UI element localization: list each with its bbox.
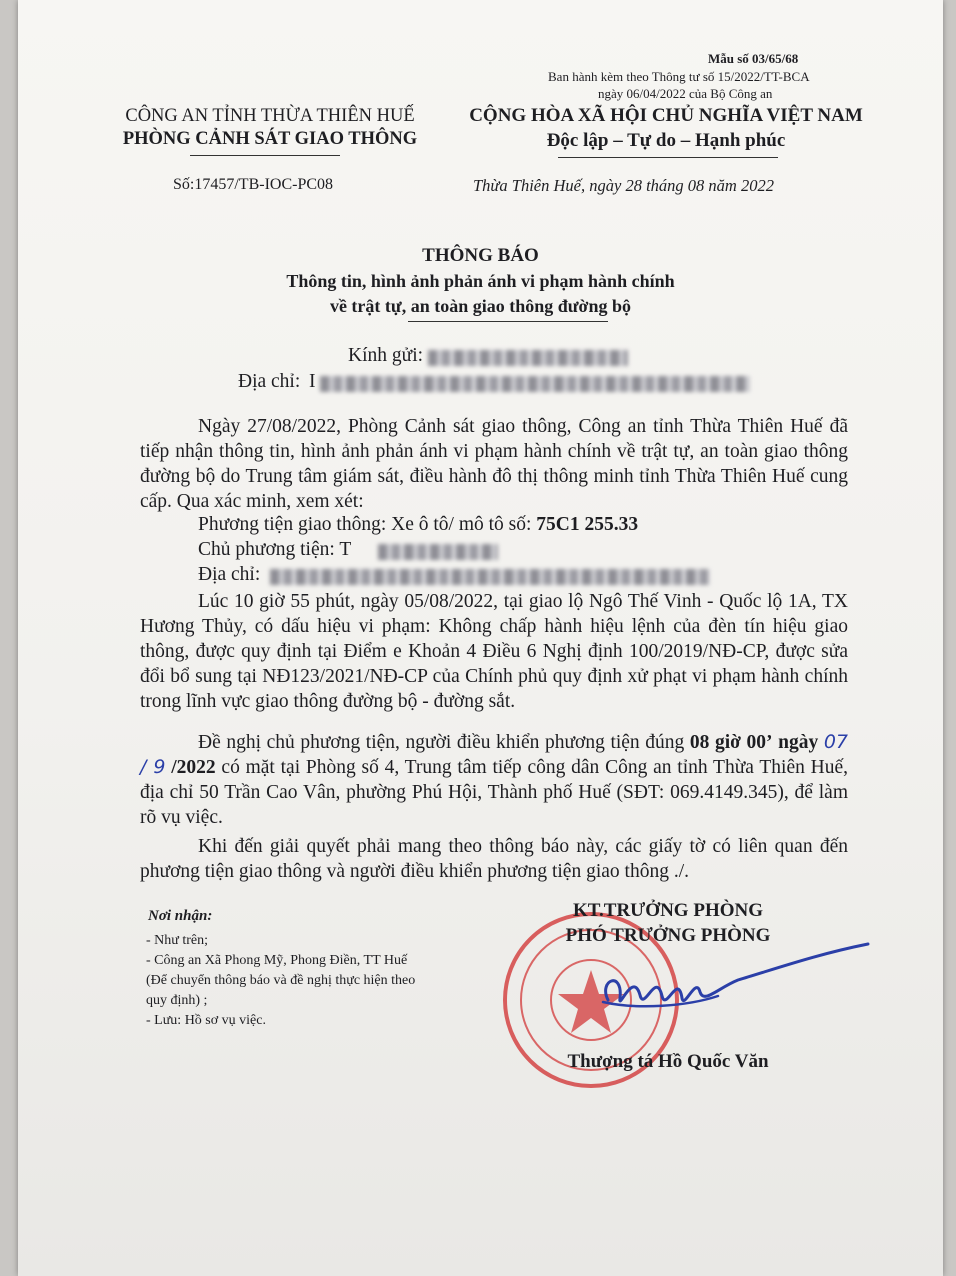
summons-year: /2022 (171, 757, 216, 778)
notice-title: THÔNG BÁO (422, 245, 539, 266)
agency-line-2: PHÒNG CẢNH SÁT GIAO THÔNG (122, 129, 418, 149)
address-label: Địa chỉ: (238, 371, 301, 392)
notice-subtitle-1: Thông tin, hình ảnh phản ánh vi phạm hành chính (286, 271, 675, 291)
issued-with-line-1: Ban hành kèm theo Thông tư số 15/2022/TT-BCA (548, 69, 810, 84)
summons-day-label: ngày (778, 732, 819, 753)
paragraph-received: Ngày 27/08/2022, Phòng Cảnh sát giao thông, Công an tỉnh Thừa Thiên Huế đã tiếp nhận thông tin, hình ảnh phản ánh vi phạm hành chính về trật tự, an toàn giao thông đường bộ do Trung tâm giám sát, điều hành đô thị thông minh tỉnh Thừa Thiên Huế cung cấp. Qua xác minh, xem xét: (140, 416, 848, 512)
agency-line-1: CÔNG AN TỈNH THỪA THIÊN HUẾ (125, 106, 415, 126)
recipient-label: Kính gửi: (348, 345, 424, 366)
signature-title-2: PHÓ TRƯỞNG PHÒNG (565, 925, 771, 946)
owner-label: Chủ phương tiện: T (198, 539, 352, 560)
paragraph-violation: Lúc 10 giờ 55 phút, ngày 05/08/2022, tại giao lộ Ngô Thế Vinh - Quốc lộ 1A, TX Hương Thủy, có dấu hiệu vi phạm: Không chấp hành hiệu lệnh của đèn tín hiệu giao thông, được quy định tại Điểm e Khoản 4 Điều 6 Nghị định 100/2019/NĐ-CP, được sửa đổi bổ sung tại NĐ123/2021/NĐ-CP của Chính phủ quy định xử phạt vi phạm hành chính trong lĩnh vực giao thông đường bộ - đường sắt. (140, 591, 848, 712)
redacted-address (320, 376, 750, 392)
signature-title-1: KT.TRƯỞNG PHÒNG (573, 900, 763, 921)
notice-subtitle-2: về trật tự, an toàn giao thông đường bộ (329, 296, 632, 316)
summons-time: 08 giờ 00’ (689, 732, 773, 753)
document-number: Số:17457/TB-IOC-PC08 (173, 176, 334, 193)
title-underline (408, 321, 608, 322)
summons-text-rest: có mặt tại Phòng số 4, Trung tâm tiếp công dân Công an tỉnh Thừa Thiên Huế, địa chỉ 50 Trần Cao Vân, phường Phú Hội, Thành phố Huế (SĐT: 069.4149.345), để làm rõ vụ việc. (140, 757, 848, 828)
state-motto: Độc lập – Tự do – Hạnh phúc (546, 130, 786, 151)
recipients-item-5: - Lưu: Hồ sơ vụ việc. (146, 1013, 266, 1028)
vehicle-plate: 75C1 255.33 (536, 514, 639, 535)
redacted-owner-address (270, 569, 710, 585)
vehicle-line (198, 514, 638, 536)
state-name: CỘNG HÒA XÃ HỘI CHỦ NGHĨA VIỆT NAM (469, 105, 863, 126)
paragraph-summons (140, 730, 848, 830)
handwritten-signature-icon (578, 940, 878, 1030)
issued-with-line-2: ngày 06/04/2022 của Bộ Công an (598, 86, 773, 101)
redacted-recipient-name (428, 350, 628, 366)
redacted-owner-name (378, 544, 498, 560)
address-initial: I (309, 371, 316, 392)
paragraph-requirements: Khi đến giải quyết phải mang theo thông báo này, các giấy tờ có liên quan đến phương tiện giao thông và người điều khiển phương tiện giao thông ./. (140, 836, 848, 882)
place-date: Thừa Thiên Huế, ngày 28 tháng 08 năm 2022 (473, 176, 774, 195)
recipients-item-4: quy định) ; (146, 993, 208, 1008)
owner-address-label: Địa chỉ: (198, 564, 261, 585)
summons-text-start: Đề nghị chủ phương tiện, người điều khiển phương tiện đúng (198, 732, 690, 753)
recipients-item-3: (Để chuyển thông báo và đề nghị thực hiện theo (146, 973, 416, 988)
recipients-title: Nơi nhận: (148, 908, 213, 924)
form-number: Mẫu số 03/65/68 (708, 51, 799, 66)
agency-underline (190, 155, 340, 156)
motto-underline (558, 157, 778, 158)
recipients-item-2: - Công an Xã Phong Mỹ, Phong Điền, TT Huế (146, 953, 408, 968)
document-page (18, 0, 943, 1276)
vehicle-label: Phương tiện giao thông: Xe ô tô/ mô tô số: (198, 514, 537, 535)
recipients-item-1: - Như trên; (146, 933, 209, 948)
signer-name: Thượng tá Hồ Quốc Văn (567, 1051, 769, 1072)
summons-handwritten-date: 07 / 9 (140, 731, 848, 778)
